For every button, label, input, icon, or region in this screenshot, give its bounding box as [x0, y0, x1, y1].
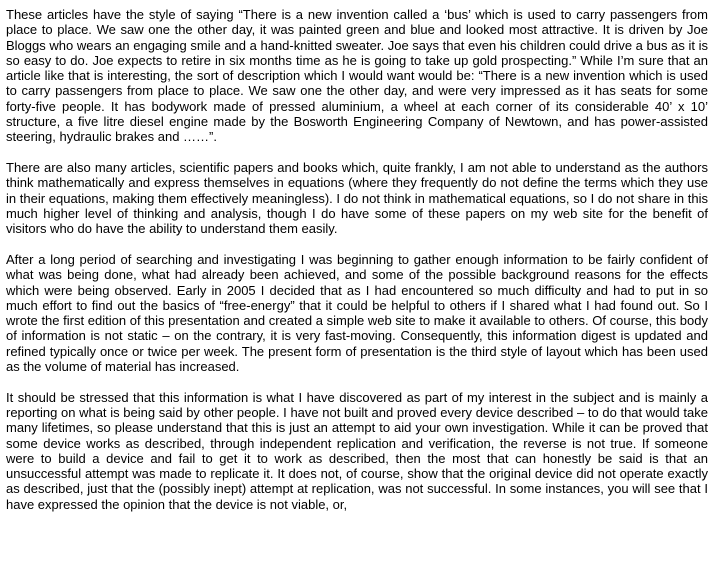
- paragraph-mathematical-papers: There are also many articles, scientific papers and books which, quite frankly, I am not able to understand as the authors think mathematically and express themselves in equations (where they frequently do not define the terms which they use in their equations, making them effectively meaningless). I do not think in mathematical equations, so I do not share in this much higher level of thinking and analysis, though I do have some of these papers on my web site for the benefit of visitors who do have the ability to understand them easily.: [6, 160, 708, 237]
- paragraph-disclaimer: It should be stressed that this information is what I have discovered as part of my interest in the subject and is mainly a reporting on what is being said by other people. I have not built and proved every device described – to do that would take many lifetimes, so please understand that this is just an attempt to aid your own investigation. While it can be proved that some device works as described, through independent replication and verification, the reverse is not true. If someone were to build a device and fail to get it to work as described, then the most that can honestly be said is that an unsuccessful attempt was made to replicate it. It does not, of course, show that the original device did not operate exactly as described, just that the (possibly inept) attempt at replication, was not successful. In some instances, you will see that I have expressed the opinion that the device is not viable, or,: [6, 389, 708, 512]
- paragraph-research-history: After a long period of searching and investigating I was beginning to gather enough information to be fairly confident of what was being done, what had already been achieved, and some of the possible background reasons for the effects which were being observed. Early in 2005 I decided that as I had encountered so much difficulty and had to put in so much effort to find out the basics of “free-energy” that it could be helpful to others if I shared what I had found out. So I wrote the first edition of this presentation and created a simple web site to make it available to others. Of course, this body of information is not static – on the contrary, it is very fast-moving. Consequently, this information digest is updated and refined typically once or twice per week. The present form of presentation is the third style of layout which has been used as the volume of material has increased.: [6, 251, 708, 375]
- paragraph-bus-analogy: These articles have the style of saying “There is a new invention called a ‘bus’ which is used to carry passengers from place to place. We saw one the other day, it was painted green and blue and looked most attractive. It is driven by Joe Bloggs who wears an engaging smile and a hand-knitted sweater. Joe says that even his children could drive a bus as it is so easy to do. Joe expects to retire in six months time as he is going to take up gold prospecting.” While I’m sure that an article like that is interesting, the sort of description which I would want would be: “There is a new invention which is used to carry passengers from place to place. We saw one the other day, and were very impressed as it has seats for some forty-five people. It has bodywork made of pressed aluminium, a wheel at each corner of its considerable 40’ x 10’ structure, a five litre diesel engine made by the Bosworth Engineering Company of Newtown, and has power-assisted steering, hydraulic brakes and ……”.: [6, 7, 708, 145]
